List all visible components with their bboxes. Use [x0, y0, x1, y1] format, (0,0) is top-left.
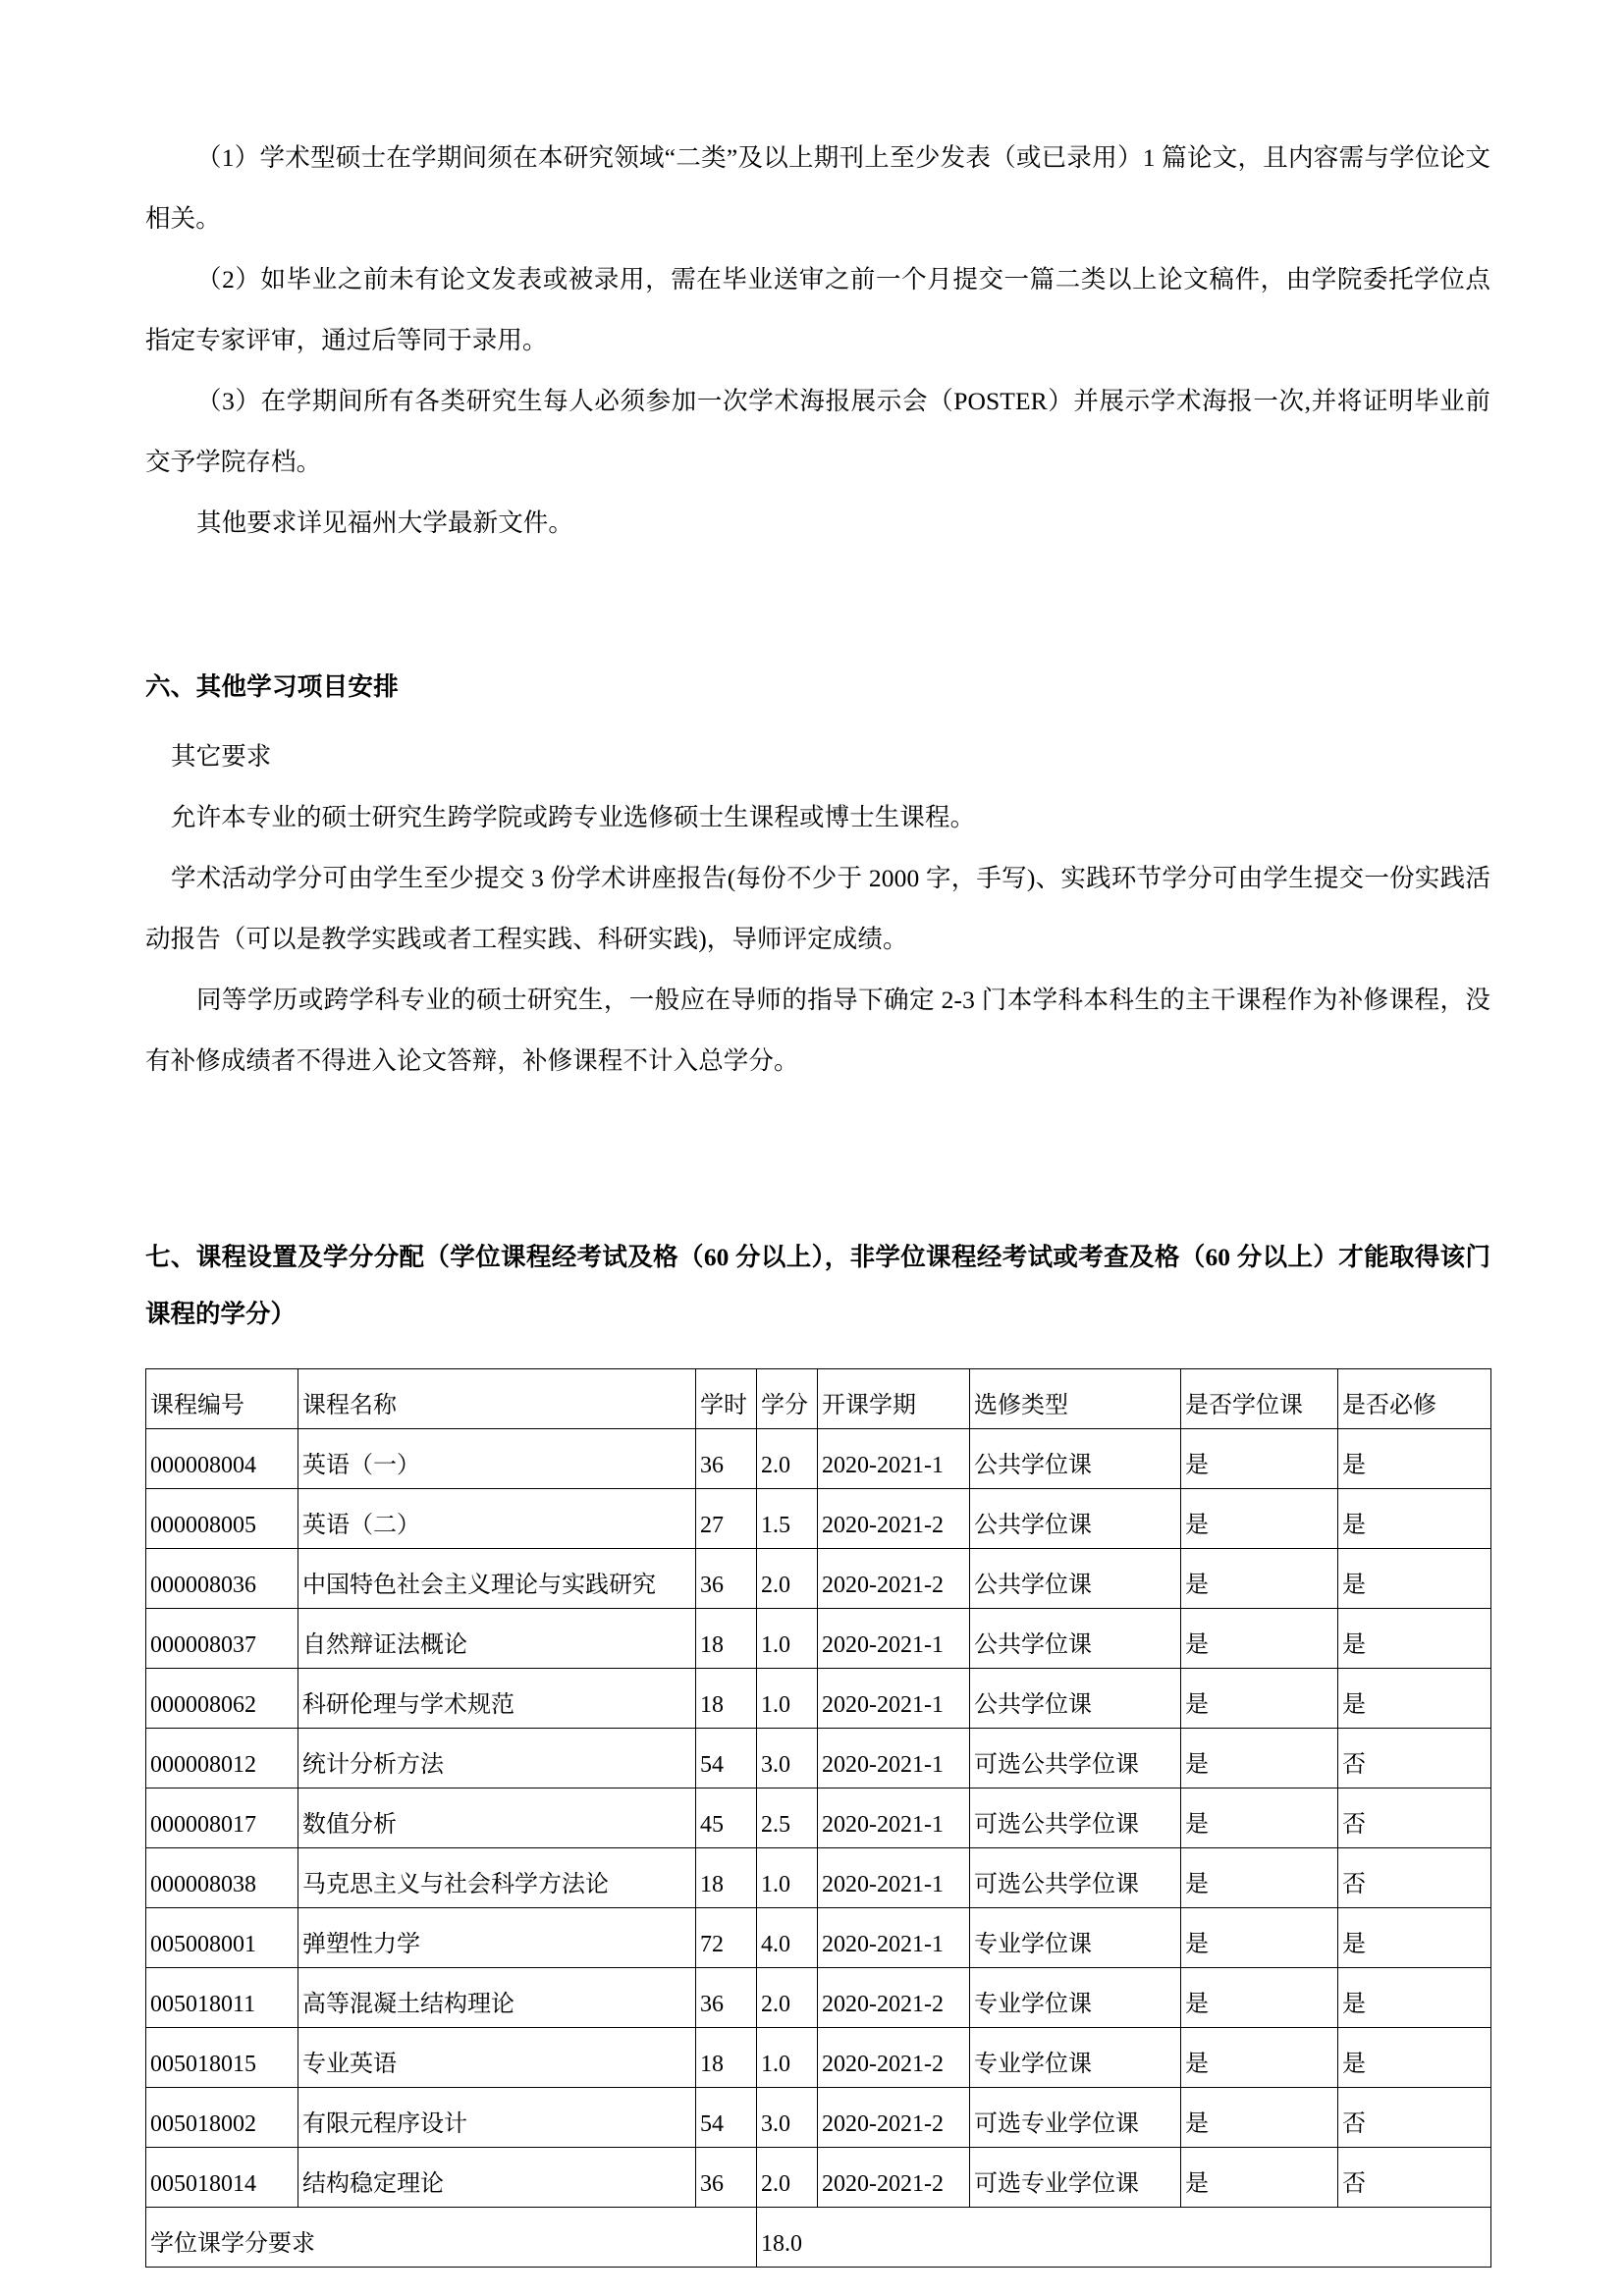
cell-course-type: 公共学位课	[970, 1489, 1181, 1549]
cell-course-type: 专业学位课	[970, 1908, 1181, 1968]
cell-course-credits: 3.0	[757, 2088, 818, 2148]
cell-course-credits: 2.5	[757, 1789, 818, 1848]
cell-course-credits: 4.0	[757, 1908, 818, 1968]
cell-course-type: 专业学位课	[970, 1968, 1181, 2028]
table-row	[146, 1669, 1491, 1729]
cell-course-type: 可选公共学位课	[970, 1848, 1181, 1908]
cell-course-name: 英语（一）	[298, 1429, 696, 1489]
cell-course-code: 005018002	[146, 2088, 298, 2148]
cell-course-code: 000008017	[146, 1789, 298, 1848]
cell-course-degree: 是	[1181, 1968, 1338, 2028]
cell-course-term: 2020-2021-2	[818, 2028, 970, 2088]
cell-course-required: 是	[1338, 1609, 1491, 1669]
cell-course-degree: 是	[1181, 2028, 1338, 2088]
spacer-after-section-six-heading	[145, 711, 1490, 726]
cell-course-term: 2020-2021-1	[818, 1729, 970, 1789]
cell-course-term: 2020-2021-1	[818, 1609, 970, 1669]
cell-course-hours: 18	[696, 1848, 757, 1908]
spacer-before-section-six	[145, 554, 1490, 664]
cell-course-name: 有限元程序设计	[298, 2088, 696, 2148]
paragraph-2: （2）如毕业之前未有论文发表或被录用，需在毕业送审之前一个月提交一篇二类以上论文稿件，由学院委托学位点指定专家评审，通过后等同于录用。	[145, 265, 1490, 354]
column-header-name: 课程名称	[298, 1369, 696, 1429]
cell-course-type: 公共学位课	[970, 1429, 1181, 1489]
cell-course-term: 2020-2021-1	[818, 1908, 970, 1968]
cell-course-degree: 是	[1181, 1489, 1338, 1549]
section-six-paragraph-1: 允许本专业的硕士研究生跨学院或跨专业选修硕士生课程或博士生课程。	[171, 803, 976, 831]
cell-course-required: 否	[1338, 1789, 1491, 1848]
cell-course-name: 马克思主义与社会科学方法论	[298, 1848, 696, 1908]
cell-course-required: 是	[1338, 2028, 1491, 2088]
section-six-subheading: 其它要求	[171, 742, 272, 771]
summary-value: 18.0	[757, 2208, 1491, 2268]
cell-course-name: 英语（二）	[298, 1489, 696, 1549]
cell-course-hours: 36	[696, 1968, 757, 2028]
cell-course-code: 000008062	[146, 1669, 298, 1729]
column-header-code: 课程编号	[146, 1369, 298, 1429]
table-row	[146, 1789, 1491, 1848]
table-row	[146, 1848, 1491, 1908]
cell-course-name: 专业英语	[298, 2028, 696, 2088]
column-header-term: 开课学期	[818, 1369, 970, 1429]
cell-course-type: 公共学位课	[970, 1669, 1181, 1729]
cell-course-degree: 是	[1181, 1729, 1338, 1789]
course-table	[145, 1368, 1491, 2268]
column-header-required: 是否必修	[1338, 1369, 1491, 1429]
cell-course-code: 005018014	[146, 2148, 298, 2208]
cell-course-type: 可选公共学位课	[970, 1789, 1181, 1848]
cell-course-hours: 54	[696, 1729, 757, 1789]
summary-label: 学位课学分要求	[146, 2208, 757, 2268]
cell-course-degree: 是	[1181, 1609, 1338, 1669]
column-header-credits: 学分	[757, 1369, 818, 1429]
section-six-paragraph-2: 学术活动学分可由学生至少提交 3 份学术讲座报告(每份不少于 2000 字，手写)、实践环节学分可由学生提交一份实践活动报告（可以是教学实践或者工程实践、科研实践)，导师评定成绩。	[145, 864, 1490, 953]
cell-course-term: 2020-2021-2	[818, 2148, 970, 2208]
table-row	[146, 1429, 1491, 1489]
cell-course-credits: 2.0	[757, 2148, 818, 2208]
page-content	[145, 128, 1490, 2268]
cell-course-credits: 3.0	[757, 1729, 818, 1789]
cell-course-credits: 1.0	[757, 1848, 818, 1908]
cell-course-credits: 2.0	[757, 1549, 818, 1609]
cell-course-code: 000008037	[146, 1609, 298, 1669]
cell-course-required: 是	[1338, 1549, 1491, 1609]
cell-course-code: 000008038	[146, 1848, 298, 1908]
column-header-type: 选修类型	[970, 1369, 1181, 1429]
cell-course-type: 公共学位课	[970, 1549, 1181, 1609]
cell-course-name: 自然辩证法概论	[298, 1609, 696, 1669]
cell-course-credits: 1.0	[757, 2028, 818, 2088]
cell-course-required: 是	[1338, 1968, 1491, 2028]
paragraph-3: （3）在学期间所有各类研究生每人必须参加一次学术海报展示会（POSTER）并展示学术海报一次,并将证明毕业前交予学院存档。	[145, 387, 1490, 476]
column-header-degree: 是否学位课	[1181, 1369, 1338, 1429]
cell-course-degree: 是	[1181, 1789, 1338, 1848]
cell-course-code: 000008036	[146, 1549, 298, 1609]
table-row	[146, 1609, 1491, 1669]
cell-course-name: 结构稳定理论	[298, 2148, 696, 2208]
table-row	[146, 1489, 1491, 1549]
cell-course-hours: 18	[696, 2028, 757, 2088]
cell-course-hours: 45	[696, 1789, 757, 1848]
cell-course-credits: 1.0	[757, 1669, 818, 1729]
cell-course-type: 可选专业学位课	[970, 2148, 1181, 2208]
cell-course-hours: 18	[696, 1669, 757, 1729]
spacer-before-section-seven	[145, 1092, 1490, 1229]
table-row	[146, 1729, 1491, 1789]
cell-course-type: 专业学位课	[970, 2028, 1181, 2088]
cell-course-term: 2020-2021-1	[818, 1669, 970, 1729]
cell-course-name: 高等混凝土结构理论	[298, 1968, 696, 2028]
cell-course-code: 005008001	[146, 1908, 298, 1968]
cell-course-term: 2020-2021-1	[818, 1789, 970, 1848]
cell-course-code: 005018015	[146, 2028, 298, 2088]
cell-course-name: 弹塑性力学	[298, 1908, 696, 1968]
cell-course-code: 005018011	[146, 1968, 298, 2028]
cell-course-credits: 1.0	[757, 1609, 818, 1669]
cell-course-hours: 54	[696, 2088, 757, 2148]
cell-course-required: 否	[1338, 1729, 1491, 1789]
cell-course-degree: 是	[1181, 2148, 1338, 2208]
section-seven-heading: 七、课程设置及学分分配（学位课程经考试及格（60 分以上），非学位课程经考试或考查及格（60 分以上）才能取得该门课程的学分）	[145, 1243, 1490, 1328]
cell-course-hours: 36	[696, 1549, 757, 1609]
cell-course-term: 2020-2021-1	[818, 1848, 970, 1908]
cell-course-type: 可选公共学位课	[970, 1729, 1181, 1789]
course-table-body	[146, 1429, 1491, 2268]
cell-course-degree: 是	[1181, 1908, 1338, 1968]
cell-course-name: 统计分析方法	[298, 1729, 696, 1789]
cell-course-degree: 是	[1181, 1669, 1338, 1729]
cell-course-required: 是	[1338, 1908, 1491, 1968]
cell-course-degree: 是	[1181, 1848, 1338, 1908]
cell-course-term: 2020-2021-2	[818, 2088, 970, 2148]
table-row	[146, 1549, 1491, 1609]
cell-course-degree: 是	[1181, 1549, 1338, 1609]
cell-course-code: 000008004	[146, 1429, 298, 1489]
paragraph-4: 其他要求详见福州大学最新文件。	[196, 508, 574, 537]
column-header-hours: 学时	[696, 1369, 757, 1429]
cell-course-term: 2020-2021-2	[818, 1489, 970, 1549]
cell-course-type: 可选专业学位课	[970, 2088, 1181, 2148]
cell-course-required: 否	[1338, 1848, 1491, 1908]
table-header-row	[146, 1369, 1491, 1429]
section-six-paragraph-3: 同等学历或跨学科专业的硕士研究生，一般应在导师的指导下确定 2-3 门本学科本科生的主干课程作为补修课程，没有补修成绩者不得进入论文答辩，补修课程不计入总学分。	[145, 986, 1490, 1075]
cell-course-required: 是	[1338, 1669, 1491, 1729]
paragraph-1: （1）学术型硕士在学期间须在本研究领域“二类”及以上期刊上至少发表（或已录用）1 篇论文，且内容需与学位论文相关。	[145, 143, 1490, 233]
cell-course-type: 公共学位课	[970, 1609, 1181, 1669]
table-row	[146, 2028, 1491, 2088]
cell-course-required: 否	[1338, 2088, 1491, 2148]
table-row	[146, 2148, 1491, 2208]
cell-course-hours: 36	[696, 2148, 757, 2208]
course-table-header	[146, 1369, 1491, 1429]
cell-course-credits: 2.0	[757, 1968, 818, 2028]
cell-course-credits: 1.5	[757, 1489, 818, 1549]
cell-course-hours: 18	[696, 1609, 757, 1669]
cell-course-hours: 72	[696, 1908, 757, 1968]
cell-course-name: 中国特色社会主义理论与实践研究	[298, 1549, 696, 1609]
table-row	[146, 1968, 1491, 2028]
cell-course-term: 2020-2021-2	[818, 1549, 970, 1609]
table-row	[146, 2088, 1491, 2148]
cell-course-required: 是	[1338, 1489, 1491, 1549]
cell-course-hours: 27	[696, 1489, 757, 1549]
cell-course-required: 否	[1338, 2148, 1491, 2208]
cell-course-degree: 是	[1181, 2088, 1338, 2148]
table-row	[146, 1908, 1491, 1968]
cell-course-hours: 36	[696, 1429, 757, 1489]
table-summary-row	[146, 2208, 1491, 2268]
cell-course-credits: 2.0	[757, 1429, 818, 1489]
cell-course-name: 数值分析	[298, 1789, 696, 1848]
cell-course-required: 是	[1338, 1429, 1491, 1489]
cell-course-name: 科研伦理与学术规范	[298, 1669, 696, 1729]
cell-course-code: 000008005	[146, 1489, 298, 1549]
cell-course-degree: 是	[1181, 1429, 1338, 1489]
cell-course-term: 2020-2021-1	[818, 1429, 970, 1489]
cell-course-term: 2020-2021-2	[818, 1968, 970, 2028]
section-six-heading: 六、其他学习项目安排	[145, 672, 400, 701]
cell-course-code: 000008012	[146, 1729, 298, 1789]
